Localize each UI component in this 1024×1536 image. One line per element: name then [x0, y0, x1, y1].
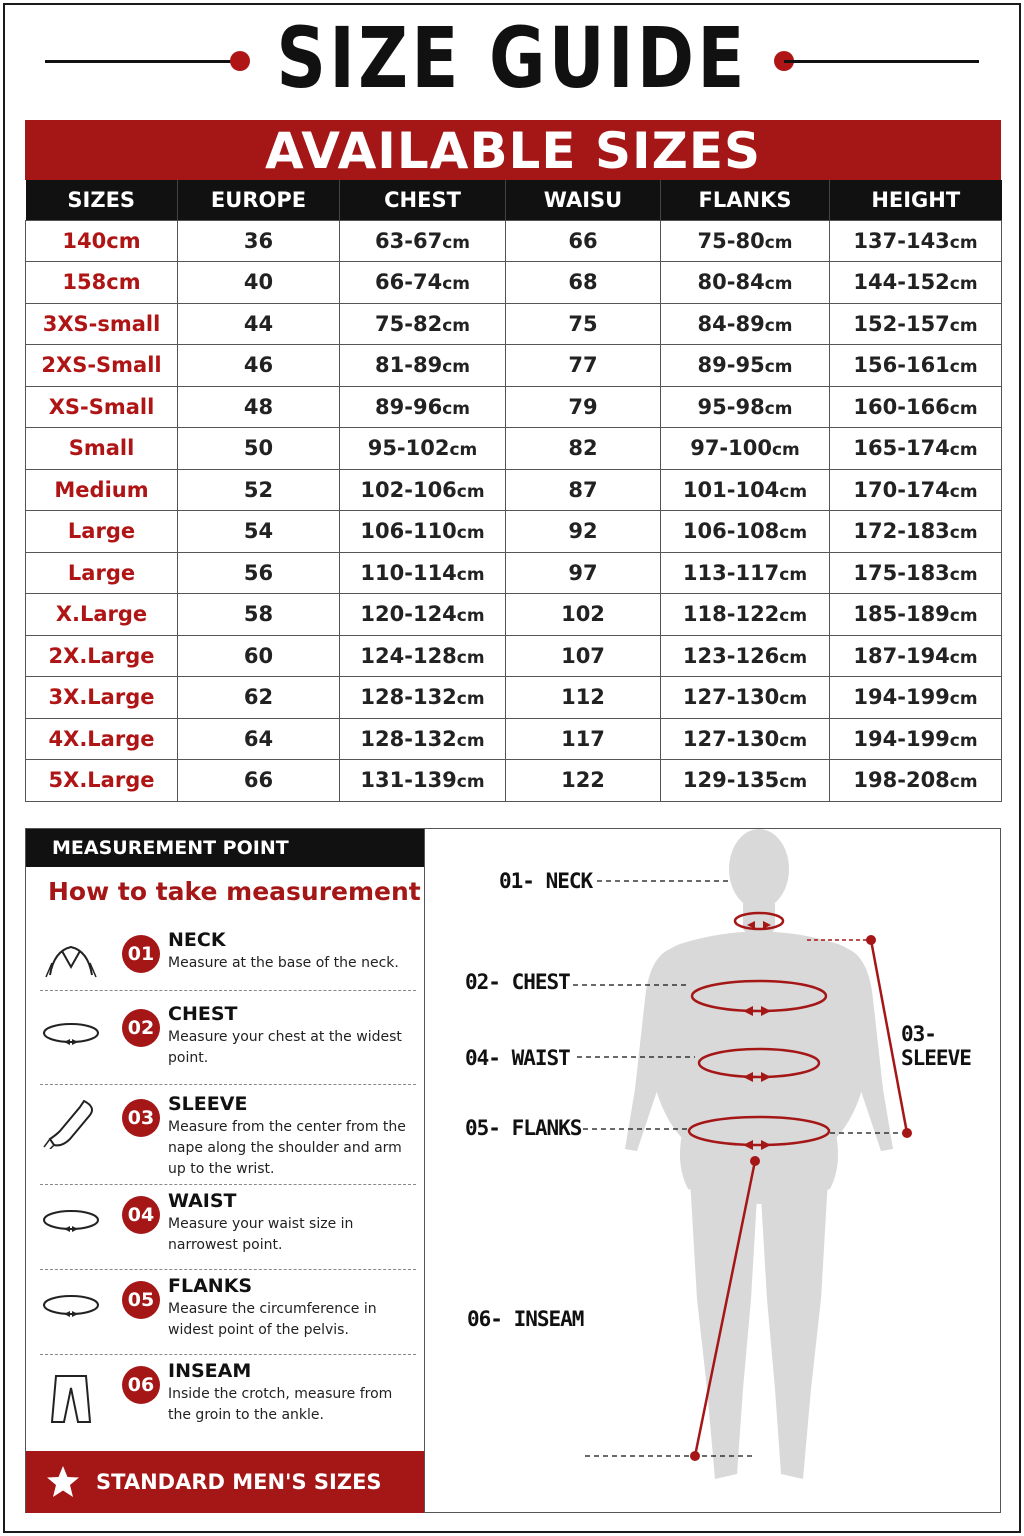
- measure-description: Measure your chest at the widest point.: [168, 1029, 402, 1066]
- cell-value: 66: [568, 228, 598, 253]
- cell-europe: [178, 760, 340, 802]
- col-header-chest: CHEST: [340, 180, 506, 220]
- table-row: [26, 511, 1002, 553]
- cell-unit: cm: [456, 564, 485, 585]
- table-row: [26, 760, 1002, 802]
- cell-height: [830, 635, 1002, 677]
- col-header-waist: WAISU: [506, 180, 661, 220]
- cell-value: 56: [243, 560, 274, 585]
- cell-flanks: [661, 677, 830, 719]
- cell-value: 58: [243, 602, 274, 627]
- cell-unit: cm: [949, 440, 978, 461]
- cell-height: [830, 345, 1002, 387]
- cell-flanks: [661, 345, 830, 387]
- cell-europe: [178, 511, 340, 553]
- cell-value: 66: [243, 768, 274, 793]
- cell-unit: cm: [442, 232, 470, 253]
- cell-waist: [506, 635, 661, 677]
- header: [0, 0, 1024, 118]
- measure-name: INSEAM: [168, 1360, 252, 1382]
- cell-unit: cm: [949, 772, 978, 793]
- cell-value: 172-183: [853, 519, 950, 544]
- cell-size: [26, 677, 178, 719]
- cell-value: 137-143: [853, 228, 950, 253]
- cell-europe: [178, 386, 340, 428]
- cell-unit: cm: [949, 357, 978, 378]
- cell-waist: [506, 262, 661, 304]
- cell-size: [26, 469, 178, 511]
- cell-value: 36: [243, 228, 274, 253]
- cell-flanks: [661, 303, 830, 345]
- cell-value: 97: [568, 560, 598, 585]
- cell-value: 170-174: [853, 477, 950, 502]
- cell-waist: [506, 428, 661, 470]
- cell-value: 77: [568, 353, 598, 378]
- cell-value: 140cm: [62, 228, 141, 253]
- cell-height: [830, 262, 1002, 304]
- cell-value: 4X.Large: [48, 726, 155, 751]
- measure-item: [40, 999, 416, 1085]
- cell-height: [830, 428, 1002, 470]
- cell-value: 95-102: [367, 436, 450, 461]
- cell-waist: [506, 677, 661, 719]
- measure-description: Measure at the base of the neck.: [168, 955, 399, 971]
- cell-unit: cm: [442, 315, 470, 336]
- cell-flanks: [661, 635, 830, 677]
- cell-chest: [340, 345, 506, 387]
- cell-value: 54: [243, 519, 274, 544]
- tape-loop-icon: [40, 1283, 102, 1333]
- cell-unit: cm: [764, 315, 793, 336]
- cell-europe: [178, 220, 340, 262]
- label-waist: 04- WAIST: [465, 1046, 570, 1070]
- cell-waist: [506, 760, 661, 802]
- cell-unit: cm: [779, 564, 808, 585]
- measure-item: [40, 1089, 416, 1185]
- cell-value: 194-199: [853, 726, 950, 751]
- table-row: [26, 677, 1002, 719]
- size-table: [25, 180, 1002, 802]
- cell-unit: cm: [949, 689, 978, 710]
- cell-value: Small: [68, 436, 135, 461]
- cell-value: Large: [67, 519, 136, 544]
- cell-flanks: [661, 220, 830, 262]
- cell-height: [830, 386, 1002, 428]
- cell-value: 106-108: [682, 519, 780, 544]
- body-silhouette: [625, 829, 893, 1479]
- cell-chest: [340, 718, 506, 760]
- cell-unit: cm: [779, 523, 808, 544]
- cell-unit: cm: [779, 689, 808, 710]
- cell-value: 92: [568, 519, 598, 544]
- measure-description: Measure your waist size in narrowest point.: [168, 1216, 354, 1253]
- cell-value: 87: [568, 477, 598, 502]
- cell-value: 106-110: [360, 519, 457, 544]
- table-row: [26, 635, 1002, 677]
- cell-waist: [506, 552, 661, 594]
- label-sleeve: 03- SLEEVE: [901, 1022, 971, 1070]
- cell-value: 3XS-small: [42, 311, 161, 336]
- cell-unit: cm: [949, 730, 978, 751]
- measure-name: SLEEVE: [168, 1093, 248, 1115]
- label-chest: 02- CHEST: [465, 970, 570, 994]
- label-neck: 01- NECK: [499, 869, 593, 893]
- cell-value: 64: [243, 726, 274, 751]
- cell-value: 89-95: [697, 353, 765, 378]
- cell-value: 2XS-Small: [41, 353, 162, 378]
- cell-size: [26, 345, 178, 387]
- cell-europe: [178, 635, 340, 677]
- cell-value: 144-152: [853, 270, 950, 295]
- measure-number-badge: 04: [122, 1196, 160, 1234]
- cell-value: 117: [561, 726, 605, 751]
- cell-flanks: [661, 552, 830, 594]
- cell-unit: cm: [764, 274, 793, 295]
- cell-value: 2X.Large: [48, 643, 155, 668]
- cell-height: [830, 469, 1002, 511]
- cell-value: 124-128: [360, 643, 457, 668]
- cell-europe: [178, 345, 340, 387]
- cell-value: 89-96: [375, 394, 443, 419]
- cell-flanks: [661, 386, 830, 428]
- cell-value: 194-199: [853, 685, 950, 710]
- cell-value: 128-132: [360, 685, 457, 710]
- star-icon: [46, 1465, 80, 1499]
- cell-size: [26, 262, 178, 304]
- cell-value: 101-104: [682, 477, 780, 502]
- label-flanks: 05- FLANKS: [465, 1116, 582, 1140]
- cell-value: 118-122: [682, 602, 780, 627]
- cell-unit: cm: [949, 564, 978, 585]
- col-header-height: HEIGHT: [830, 180, 1002, 220]
- cell-chest: [340, 677, 506, 719]
- cell-chest: [340, 594, 506, 636]
- cell-value: 75-82: [375, 311, 443, 336]
- cell-value: 152-157: [853, 311, 950, 336]
- cell-unit: cm: [779, 606, 808, 627]
- cell-chest: [340, 635, 506, 677]
- cell-value: 198-208: [853, 768, 950, 793]
- cell-value: 95-98: [697, 394, 765, 419]
- body-figure-panel: [425, 828, 1001, 1513]
- cell-value: 131-139: [360, 768, 457, 793]
- cell-value: 75-80: [697, 228, 765, 253]
- cell-flanks: [661, 718, 830, 760]
- cell-value: 129-135: [682, 768, 780, 793]
- cell-value: 5X.Large: [48, 768, 155, 793]
- cell-size: [26, 386, 178, 428]
- cell-value: X.Large: [55, 602, 148, 627]
- cell-waist: [506, 511, 661, 553]
- cell-unit: cm: [456, 481, 485, 502]
- cell-unit: cm: [764, 232, 793, 253]
- cell-europe: [178, 303, 340, 345]
- cell-unit: cm: [456, 606, 485, 627]
- cell-value: 127-130: [682, 685, 780, 710]
- table-row: [26, 552, 1002, 594]
- cell-value: 52: [243, 477, 274, 502]
- cell-height: [830, 511, 1002, 553]
- table-row: [26, 262, 1002, 304]
- page-title: SIZE GUIDE: [276, 9, 748, 107]
- table-row: [26, 220, 1002, 262]
- cell-chest: [340, 262, 506, 304]
- cell-value: 165-174: [853, 436, 950, 461]
- cell-size: [26, 760, 178, 802]
- cell-value: 63-67: [375, 228, 443, 253]
- cell-chest: [340, 386, 506, 428]
- cell-value: 81-89: [375, 353, 443, 378]
- cell-size: [26, 303, 178, 345]
- cell-value: 123-126: [682, 643, 780, 668]
- measure-description: Inside the crotch, measure from the groin to the ankle.: [168, 1386, 393, 1423]
- cell-unit: cm: [949, 647, 978, 668]
- cell-chest: [340, 760, 506, 802]
- measure-number-badge: 02: [122, 1009, 160, 1047]
- cell-value: 175-183: [853, 560, 950, 585]
- cell-unit: cm: [949, 398, 978, 419]
- cell-value: 44: [243, 311, 274, 336]
- cell-value: Medium: [54, 477, 149, 502]
- cell-waist: [506, 220, 661, 262]
- cell-waist: [506, 303, 661, 345]
- cell-unit: cm: [442, 274, 470, 295]
- table-row: [26, 718, 1002, 760]
- measure-name: WAIST: [168, 1190, 237, 1212]
- cell-unit: cm: [949, 274, 978, 295]
- cell-chest: [340, 469, 506, 511]
- cell-value: 120-124: [360, 602, 457, 627]
- measure-name: FLANKS: [168, 1275, 253, 1297]
- measure-number-badge: 05: [122, 1281, 160, 1319]
- cell-chest: [340, 303, 506, 345]
- cell-unit: cm: [442, 398, 470, 419]
- collar-icon: [40, 937, 102, 987]
- cell-europe: [178, 594, 340, 636]
- cell-value: 62: [243, 685, 274, 710]
- cell-unit: cm: [456, 647, 485, 668]
- col-header-europe: EUROPE: [178, 180, 340, 220]
- cell-value: 128-132: [360, 726, 457, 751]
- measurement-panel: [25, 828, 425, 1513]
- cell-unit: cm: [442, 357, 470, 378]
- table-row: [26, 345, 1002, 387]
- cell-waist: [506, 469, 661, 511]
- cell-unit: cm: [456, 730, 485, 751]
- label-inseam: 06- INSEAM: [467, 1307, 584, 1331]
- cell-unit: cm: [779, 772, 808, 793]
- cell-value: 122: [561, 768, 605, 793]
- header-right-line: [784, 60, 979, 63]
- cell-europe: [178, 677, 340, 719]
- cell-unit: cm: [764, 398, 793, 419]
- cell-height: [830, 220, 1002, 262]
- tape-loop-icon: [40, 1011, 102, 1061]
- cell-chest: [340, 552, 506, 594]
- cell-unit: cm: [779, 647, 808, 668]
- measure-name: NECK: [168, 929, 226, 951]
- cell-height: [830, 552, 1002, 594]
- cell-height: [830, 677, 1002, 719]
- cell-chest: [340, 511, 506, 553]
- measure-number-badge: 01: [122, 935, 160, 973]
- cell-value: 48: [243, 394, 274, 419]
- standard-sizes-label: STANDARD MEN'S SIZES: [96, 1470, 382, 1494]
- available-sizes-banner: AVAILABLE SIZES: [25, 120, 1001, 180]
- cell-unit: cm: [779, 730, 808, 751]
- table-row: [26, 428, 1002, 470]
- cell-size: [26, 552, 178, 594]
- cell-size: [26, 220, 178, 262]
- cell-value: 102: [561, 602, 605, 627]
- cell-value: 40: [243, 270, 274, 295]
- cell-unit: cm: [456, 689, 485, 710]
- cell-size: [26, 428, 178, 470]
- cell-europe: [178, 469, 340, 511]
- cell-unit: cm: [449, 440, 478, 461]
- measure-item: [40, 1271, 416, 1355]
- tape-loop-icon: [40, 1198, 102, 1248]
- cell-value: 156-161: [853, 353, 950, 378]
- cell-height: [830, 718, 1002, 760]
- cell-value: 46: [243, 353, 274, 378]
- cell-waist: [506, 345, 661, 387]
- howto-title: How to take measurement: [48, 877, 421, 906]
- cell-height: [830, 594, 1002, 636]
- cell-value: 80-84: [697, 270, 765, 295]
- cell-value: 158cm: [62, 270, 141, 295]
- cell-chest: [340, 220, 506, 262]
- measure-description: Measure from the center from the nape along the shoulder and arm up to the wrist.: [168, 1119, 406, 1177]
- measurement-panel-header: MEASUREMENT POINT: [26, 829, 424, 867]
- cell-value: 79: [568, 394, 598, 419]
- cell-unit: cm: [949, 606, 978, 627]
- cell-europe: [178, 428, 340, 470]
- cell-unit: cm: [764, 357, 793, 378]
- cell-value: 84-89: [697, 311, 765, 336]
- cell-value: 113-117: [682, 560, 780, 585]
- cell-unit: cm: [456, 523, 485, 544]
- trousers-icon: [40, 1368, 102, 1418]
- measure-name: CHEST: [168, 1003, 238, 1025]
- cell-value: 97-100: [690, 436, 772, 461]
- body-figure: [425, 829, 1001, 1514]
- table-row: [26, 594, 1002, 636]
- cell-flanks: [661, 428, 830, 470]
- cell-europe: [178, 552, 340, 594]
- cell-value: 3X.Large: [48, 685, 155, 710]
- cell-unit: cm: [779, 481, 808, 502]
- cell-size: [26, 594, 178, 636]
- measure-item: [40, 1186, 416, 1270]
- cell-height: [830, 760, 1002, 802]
- cell-flanks: [661, 760, 830, 802]
- measure-item: [40, 925, 416, 991]
- cell-value: 110-114: [360, 560, 457, 585]
- cell-size: [26, 511, 178, 553]
- cell-value: 185-189: [853, 602, 950, 627]
- measure-number-badge: 06: [122, 1366, 160, 1404]
- cell-value: 75: [568, 311, 598, 336]
- cell-waist: [506, 718, 661, 760]
- cell-unit: cm: [456, 772, 485, 793]
- measure-number-badge: 03: [122, 1099, 160, 1137]
- cell-value: 66-74: [375, 270, 443, 295]
- cell-value: 187-194: [853, 643, 950, 668]
- cell-value: 82: [568, 436, 598, 461]
- cell-value: 107: [561, 643, 605, 668]
- cell-unit: cm: [949, 523, 978, 544]
- cell-flanks: [661, 469, 830, 511]
- standard-sizes-banner: [26, 1451, 424, 1513]
- cell-unit: cm: [771, 440, 800, 461]
- col-header-flanks: FLANKS: [661, 180, 830, 220]
- table-row: [26, 303, 1002, 345]
- cell-unit: cm: [949, 232, 978, 253]
- cell-waist: [506, 594, 661, 636]
- cell-value: 50: [243, 436, 274, 461]
- size-table-header: [26, 180, 1002, 220]
- cell-size: [26, 635, 178, 677]
- table-row: [26, 469, 1002, 511]
- cell-value: 160-166: [853, 394, 950, 419]
- cell-flanks: [661, 511, 830, 553]
- cell-value: 127-130: [682, 726, 780, 751]
- cell-flanks: [661, 262, 830, 304]
- cell-value: 112: [561, 685, 605, 710]
- arm-icon: [40, 1099, 102, 1149]
- cell-value: Large: [67, 560, 136, 585]
- cell-value: 102-106: [360, 477, 457, 502]
- cell-flanks: [661, 594, 830, 636]
- cell-europe: [178, 718, 340, 760]
- cell-chest: [340, 428, 506, 470]
- cell-size: [26, 718, 178, 760]
- cell-value: 60: [243, 643, 274, 668]
- cell-height: [830, 303, 1002, 345]
- cell-unit: cm: [949, 315, 978, 336]
- cell-unit: cm: [949, 481, 978, 502]
- table-row: [26, 386, 1002, 428]
- col-header-sizes: SIZES: [26, 180, 178, 220]
- cell-value: XS-Small: [48, 394, 155, 419]
- measure-description: Measure the circumference in widest point of the pelvis.: [168, 1301, 377, 1338]
- cell-waist: [506, 386, 661, 428]
- cell-europe: [178, 262, 340, 304]
- cell-value: 68: [568, 270, 598, 295]
- measure-item: [40, 1356, 416, 1446]
